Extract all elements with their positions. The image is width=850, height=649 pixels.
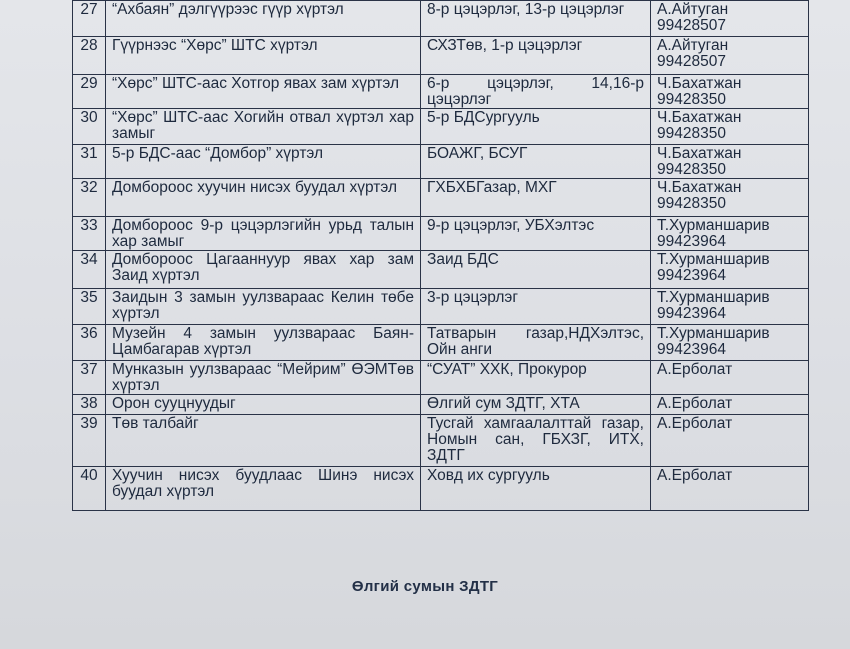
route-cell: 5-р БДС-аас “Домбор” хүртэл bbox=[106, 145, 421, 179]
route-cell: “Хөрс” ШТС-аас Хогийн отвал хүртэл хар замыг bbox=[106, 109, 421, 145]
responsible-cell: Заид БДС bbox=[421, 251, 651, 289]
contact-cell: А.Ерболат bbox=[651, 395, 809, 415]
contact-cell: Ч.Бахатжан 99428350 bbox=[651, 109, 809, 145]
contact-cell: Ч.Бахатжан 99428350 bbox=[651, 145, 809, 179]
row-number: 34 bbox=[73, 251, 106, 289]
route-cell: Домбороос Цагааннуур явах хар зам Заид хүртэл bbox=[106, 251, 421, 289]
table-row bbox=[73, 145, 809, 179]
row-number: 33 bbox=[73, 217, 106, 251]
route-cell: Төв талбайг bbox=[106, 415, 421, 467]
table-row bbox=[73, 289, 809, 325]
route-cell: Орон сууцнуудыг bbox=[106, 395, 421, 415]
row-number: 38 bbox=[73, 395, 106, 415]
contact-cell: Ч.Бахатжан 99428350 bbox=[651, 75, 809, 109]
table-row bbox=[73, 361, 809, 395]
route-cell: Домбороос хуучин нисэх буудал хүртэл bbox=[106, 179, 421, 217]
responsible-cell: ГХБХБГазар, МХГ bbox=[421, 179, 651, 217]
row-number: 32 bbox=[73, 179, 106, 217]
table-row bbox=[73, 467, 809, 511]
table-row bbox=[73, 415, 809, 467]
responsible-cell: 9-р цэцэрлэг, УБХэлтэс bbox=[421, 217, 651, 251]
responsible-cell: Ховд их сургууль bbox=[421, 467, 651, 511]
responsible-cell: “СУАТ” ХХК, Прокурор bbox=[421, 361, 651, 395]
route-cell: “Ахбаян” дэлгүүрээс гүүр хүртэл bbox=[106, 1, 421, 37]
row-number: 37 bbox=[73, 361, 106, 395]
table-row bbox=[73, 325, 809, 361]
row-number: 35 bbox=[73, 289, 106, 325]
table-row bbox=[73, 251, 809, 289]
route-cell: Музейн 4 замын уулзвараас Баян-Цамбагарав хүртэл bbox=[106, 325, 421, 361]
responsible-cell: Тусгай хамгаалалттай газар, Номын сан, ГБХЗГ, ИТХ, ЗДТГ bbox=[421, 415, 651, 467]
contact-cell: А.Айтуган 99428507 bbox=[651, 37, 809, 75]
contact-cell: Т.Хурманшарив 99423964 bbox=[651, 325, 809, 361]
contact-cell: Т.Хурманшарив 99423964 bbox=[651, 289, 809, 325]
responsible-cell: 8-р цэцэрлэг, 13-р цэцэрлэг bbox=[421, 1, 651, 37]
row-number: 27 bbox=[73, 1, 106, 37]
table-row bbox=[73, 179, 809, 217]
row-number: 29 bbox=[73, 75, 106, 109]
row-number: 36 bbox=[73, 325, 106, 361]
route-cell: Домбороос 9-р цэцэрлэгийн урьд талын хар замыг bbox=[106, 217, 421, 251]
route-cell: Хуучин нисэх буудлаас Шинэ нисэх буудал хүртэл bbox=[106, 467, 421, 511]
contact-cell: А.Айтуган 99428507 bbox=[651, 1, 809, 37]
responsible-cell: 5-р БДСургууль bbox=[421, 109, 651, 145]
responsible-cell: СХЗТөв, 1-р цэцэрлэг bbox=[421, 37, 651, 75]
row-number: 28 bbox=[73, 37, 106, 75]
row-number: 30 bbox=[73, 109, 106, 145]
table-row bbox=[73, 109, 809, 145]
row-number: 39 bbox=[73, 415, 106, 467]
route-cell: Гүүрнээс “Хөрс” ШТС хүртэл bbox=[106, 37, 421, 75]
table-row bbox=[73, 75, 809, 109]
contact-cell: Ч.Бахатжан 99428350 bbox=[651, 179, 809, 217]
assignment-table-body bbox=[73, 1, 809, 511]
row-number: 40 bbox=[73, 467, 106, 511]
route-cell: Мунказын уулзвараас “Мейрим” ӨЭМТөв хүртэл bbox=[106, 361, 421, 395]
responsible-cell: 6-р цэцэрлэг, 14,16-р цэцэрлэг bbox=[421, 75, 651, 109]
contact-cell: А.Ерболат bbox=[651, 467, 809, 511]
footer-signature: Өлгий сумын ЗДТГ bbox=[351, 578, 499, 595]
contact-cell: А.Ерболат bbox=[651, 415, 809, 467]
route-cell: “Хөрс” ШТС-аас Хотгор явах зам хүртэл bbox=[106, 75, 421, 109]
responsible-cell: Татварын газар,НДХэлтэс, Ойн анги bbox=[421, 325, 651, 361]
assignment-table bbox=[72, 0, 809, 511]
responsible-cell: Өлгий сум ЗДТГ, ХТА bbox=[421, 395, 651, 415]
contact-cell: Т.Хурманшарив 99423964 bbox=[651, 217, 809, 251]
contact-cell: А.Ерболат bbox=[651, 361, 809, 395]
table-row bbox=[73, 217, 809, 251]
row-number: 31 bbox=[73, 145, 106, 179]
table-row bbox=[73, 395, 809, 415]
responsible-cell: БОАЖГ, БСУГ bbox=[421, 145, 651, 179]
table-row bbox=[73, 1, 809, 37]
route-cell: Заидын 3 замын уулзвараас Келин төбе хүртэл bbox=[106, 289, 421, 325]
contact-cell: Т.Хурманшарив 99423964 bbox=[651, 251, 809, 289]
responsible-cell: 3-р цэцэрлэг bbox=[421, 289, 651, 325]
table-row bbox=[73, 37, 809, 75]
